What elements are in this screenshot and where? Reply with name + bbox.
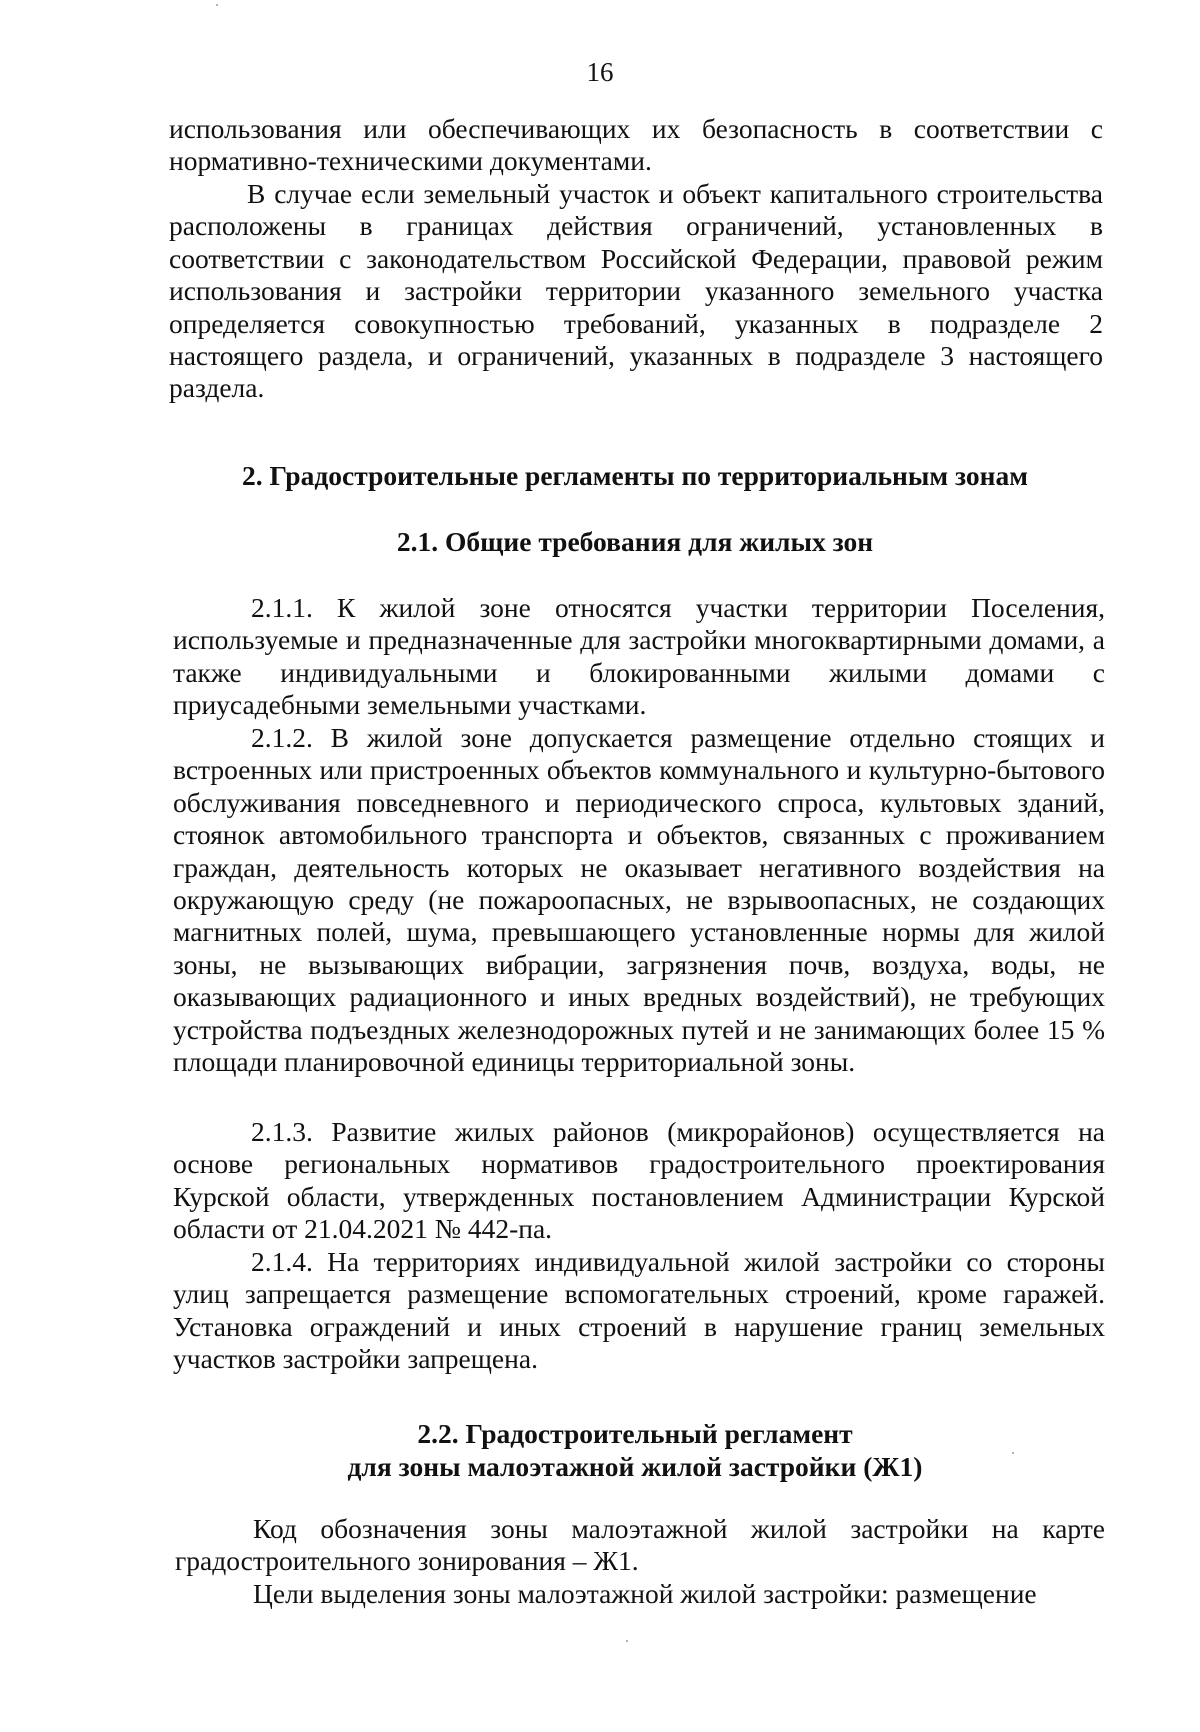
section-2-2-heading-line2: для зоны малоэтажной жилой застройки (Ж1): [347, 1451, 923, 1482]
section-2-heading: 2. Градостроительные регламенты по территориальным зонам: [242, 460, 1028, 491]
paragraph-zone-code: Код обозначения зоны малоэтажной жилой застройки на карте градостроительного зонирования – Ж1.: [175, 1513, 1105, 1577]
paragraph-zone-goals: Цели выделения зоны малоэтажной жилой застройки: размещение: [253, 1578, 1037, 1609]
paragraph-2-1-3: 2.1.3. Развитие жилых районов (микрорайонов) осуществляется на основе региональных нормативов градостроительного проектирования Курской области, утвержденных постановлением Администрации Курской области от 21.04.2021 № 442-па.: [173, 1116, 1105, 1245]
paragraph-intro: использования или обеспечивающих их безопасность в соответствии с нормативно-техническими документами.: [169, 113, 1103, 177]
section-2-1-heading: 2.1. Общие требования для жилых зон: [396, 526, 874, 557]
scan-speck: [1012, 1452, 1014, 1454]
paragraph-2-1-1: 2.1.1. К жилой зоне относятся участки территории Поселения, используемые и предназначенные для застройки многоквартирными домами, а также индивидуальными и блокированными жилыми домами с приусадебными земельными участками.: [173, 592, 1105, 721]
page-number: 16: [586, 57, 614, 87]
paragraph-2-1-2: 2.1.2. В жилой зоне допускается размещение отдельно стоящих и встроенных или пристроенных объектов коммунального и культурно-бытового обслуживания повседневного и периодического спроса, культовых зданий, стоянок автомобильного транспорта и объектов, связанных с проживанием граждан, деятельность которых не оказывает негативного воздействия на окружающую среду (не пожароопасных, не взрывоопасных, не создающих магнитных полей, шума, превышающего установленные нормы для жилой зоны, не вызывающих вибрации, загрязнения почв, воздуха, воды, не оказывающих радиационного и иных вредных воздействий), не требующих устройства подъездных железнодорожных путей и не занимающих более 15 % площади планировочной единицы территориальной зоны.: [173, 722, 1105, 1078]
paragraph-2-1-4: 2.1.4. На территориях индивидуальной жилой застройки со стороны улиц запрещается размещение вспомогательных строений, кроме гаражей. Установка ограждений и иных строений в нарушение границ земельных участков застройки запрещена.: [173, 1246, 1105, 1375]
scan-speck: [216, 4, 218, 6]
section-2-2-heading-line1: 2.2. Градостроительный регламент: [417, 1418, 853, 1449]
paragraph-restrictions: В случае если земельный участок и объект капитального строительства расположены в границах действия ограничений, установленных в соответствии с законодательством Российской Федерации, правовой режим использования и застройки территории указанного земельного участка определяется совокупностью требований, указанных в подразделе 2 настоящего раздела, и ограничений, указанных в подразделе 3 настоящего раздела.: [169, 178, 1103, 404]
scan-speck: [626, 1640, 628, 1642]
